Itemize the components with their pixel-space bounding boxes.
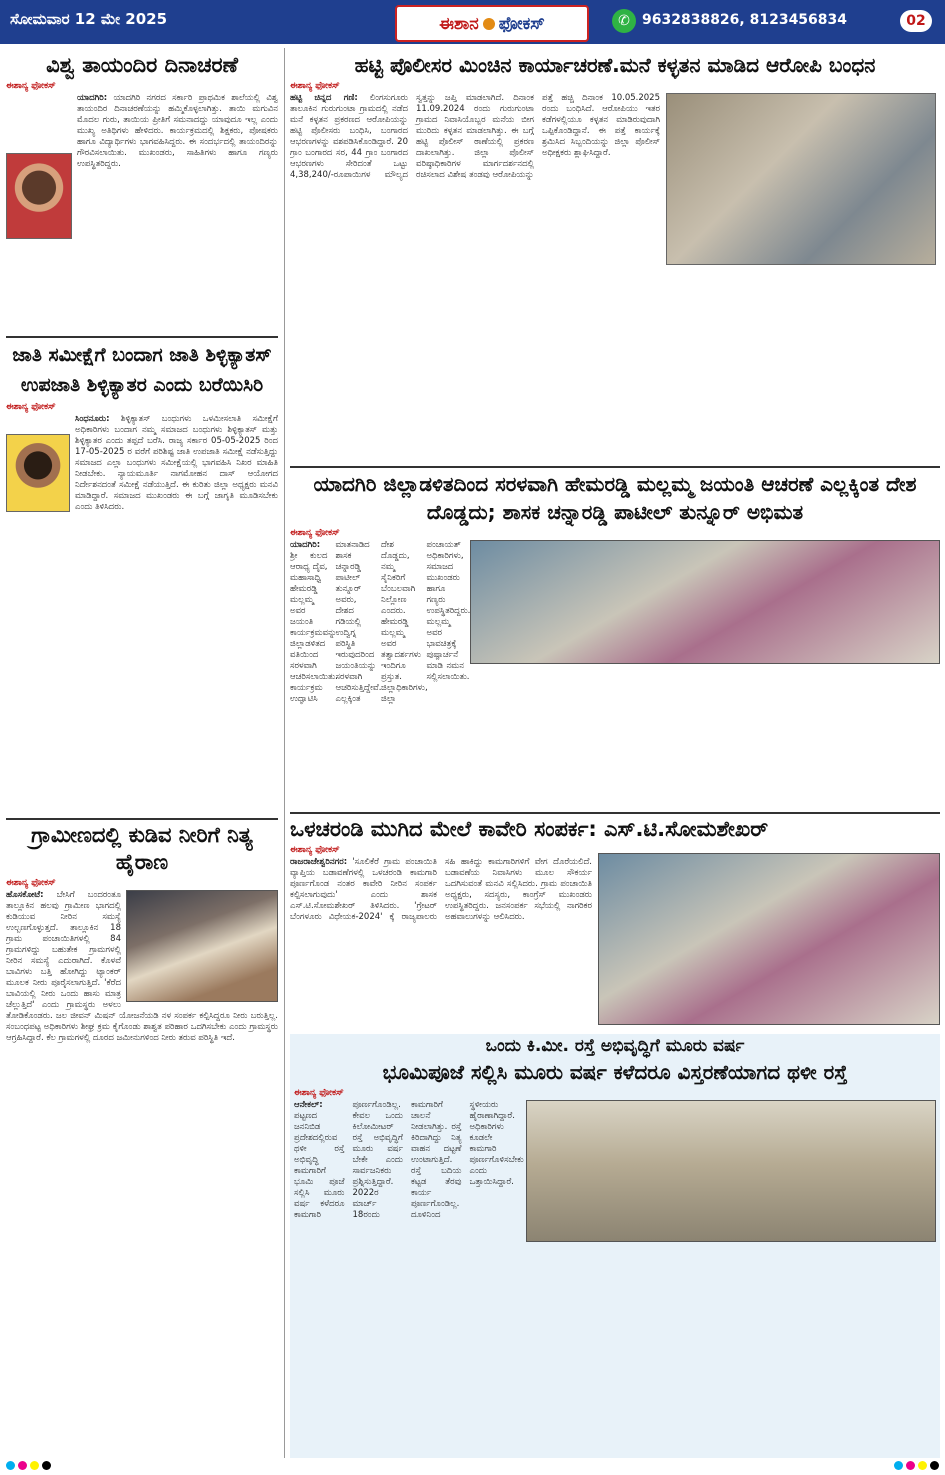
masthead	[0, 0, 945, 44]
dateline: ಸಿಂಧನೂರು:	[75, 414, 110, 424]
headline: ಜಾತಿ ಸಮೀಕ್ಷೆಗೆ ಬಂದಾಗ ಜಾತಿ ಶಿಳ್ಳಿಕ್ಯಾತಸ್ ಉಪಜಾತಿ ಶಿಳ್ಳಿಕ್ಯಾತರ ಎಂದು ಬರೆಯಿಸಿರಿ	[12, 344, 272, 396]
public-meeting-photo	[598, 853, 940, 1025]
yellow-registration-mark	[918, 1461, 927, 1470]
issue-date: ಸೋಮವಾರ 12 ಮೇ 2025	[10, 10, 168, 28]
police-team-photo	[666, 93, 936, 265]
byline: ಈಶಾನ್ಯ ಫೋಕಸ್	[6, 81, 56, 91]
article-caste-census	[6, 340, 278, 816]
byline: ಈಶಾನ್ಯ ಫೋಕಸ್	[294, 1088, 344, 1098]
article-body: ಲಿಂಗಸುಗೂರು ತಾಲೂಕಿನ ಗುರುಗುಂಟಾ ಗ್ರಾಮದಲ್ಲಿ ನಡೆದ ಮನೆ ಕಳ್ಳತನ ಪ್ರಕರಣದ ಆರೋಪಿಯನ್ನು ಹಟ್ಟಿ ಪೊಲೀಸರು ಬಂಧಿಸಿ, ಬಂಗಾರದ ಆಭರಣಗಳನ್ನು ವಶಪಡಿಸಿಕೊಂಡಿದ್ದಾರೆ. 20 ಗ್ರಾಂ ಬಂಗಾರದ ಸರ, 44 ಗ್ರಾಂ ಬಂಗಾರದ ಆಭರಣಗಳು ಸೇರಿದಂತೆ ಒಟ್ಟು 4,38,240/-ರೂಪಾಯಿಗಳ ಮೌಲ್ಯದ ಸ್ವತ್ತನ್ನು ಜಪ್ತಿ ಮಾಡಲಾಗಿದೆ. ದಿನಾಂಕ 11.09.2024 ರಂದು ಗುರುಗುಂಟಾ ಗ್ರಾಮದ ನಿವಾಸಿಯೊಬ್ಬರ ಮನೆಯ ಬೀಗ ಮುರಿದು ಕಳ್ಳತನ ಮಾಡಲಾಗಿತ್ತು. ಈ ಬಗ್ಗೆ ಹಟ್ಟಿ ಪೊಲೀಸ್ ಠಾಣೆಯಲ್ಲಿ ಪ್ರಕರಣ ದಾಖಲಾಗಿತ್ತು. ಜಿಲ್ಲಾ ಪೊಲೀಸ್ ವರಿಷ್ಠಾಧಿಕಾರಿಗಳ ಮಾರ್ಗದರ್ಶನದಲ್ಲಿ ರಚಿಸಲಾದ ವಿಶೇಷ ತಂಡವು ಆರೋಪಿಯನ್ನು ಪತ್ತೆ ಹಚ್ಚಿ ದಿನಾಂಕ 10.05.2025 ರಂದು ಬಂಧಿಸಿದೆ. ಆರೋಪಿಯು ಇತರ ಕಡೆಗಳಲ್ಲಿಯೂ ಕಳ್ಳತನ ಮಾಡಿರುವುದಾಗಿ ಒಪ್ಪಿಕೊಂಡಿದ್ದಾನೆ. ಈ ಪತ್ತೆ ಕಾರ್ಯಕ್ಕೆ ಶ್ರಮಿಸಿದ ಸಿಬ್ಬಂದಿಯನ್ನು ಜಿಲ್ಲಾ ಪೊಲೀಸ್ ಅಧೀಕ್ಷಕರು ಶ್ಲಾಘಿಸಿದ್ದಾರೆ.	[290, 93, 660, 180]
byline: ಈಶಾನ್ಯ ಫೋಕಸ್	[6, 878, 56, 888]
dateline: ಯಾದಗಿರಿ:	[77, 93, 108, 103]
dateline: ಹೊಸಕೋಟೆ:	[6, 890, 44, 900]
cyan-registration-mark	[6, 1461, 15, 1470]
byline: ಈಶಾನ್ಯ ಫೋಕಸ್	[290, 845, 340, 855]
article-body: ಬೇಸಿಗೆ ಬಂದರಂತೂ ತಾಲ್ಲೂಕಿನ ಹಲವು ಗ್ರಾಮೀಣ ಭಾಗದಲ್ಲಿ ಕುಡಿಯುವ ನೀರಿನ ಸಮಸ್ಯೆ ಉಲ್ಬಣಗೊಳ್ಳುತ್ತದೆ. ತಾಲ್ಲೂಕಿನ 18 ಗ್ರಾಮ ಪಂಚಾಯಿತಿಗಳಲ್ಲಿ 84 ಗ್ರಾಮಗಳಿದ್ದು ಬಹುತೇಕ ಗ್ರಾಮಗಳಲ್ಲಿ ನೀರಿನ ಸಮಸ್ಯೆ ಎದುರಾಗಿದೆ. ಕೊಳವೆ ಬಾವಿಗಳು ಬತ್ತಿ ಹೋಗಿದ್ದು ಟ್ಯಾಂಕರ್ ಮೂಲಕ ನೀರು ಪೂರೈಸಲಾಗುತ್ತಿದೆ. 'ಕೆರೆದ ಬಾವಿಯಲ್ಲಿ ನೀರು ಒಂದು ಹಾಸು ಮಾತ್ರ ಚೆಲ್ಲುತ್ತಿದೆ' ಎಂದು ಗ್ರಾಮಸ್ಥರು ಅಳಲು ತೋಡಿಕೊಂಡರು. ಜಲ ಜೀವನ್ ಮಿಷನ್ ಯೋಜನೆಯಡಿ ನಳ ಸಂಪರ್ಕ ಕಲ್ಪಿಸಿದ್ದರೂ ನೀರು ಬರುತ್ತಿಲ್ಲ. ಸಂಬಂಧಪಟ್ಟ ಅಧಿಕಾರಿಗಳು ಶೀಘ್ರ ಕ್ರಮ ಕೈಗೊಂಡು ಶಾಶ್ವತ ಪರಿಹಾರ ಒದಗಿಸಬೇಕು ಎಂದು ಗ್ರಾಮಸ್ಥರು ಆಗ್ರಹಿಸಿದ್ದಾರೆ. ಕೆಲ ಗ್ರಾಮಗಳಲ್ಲಿ ದೂರದ ಜಮೀನುಗಳಿಂದ ನೀರು ತರುವ ಪರಿಸ್ಥಿತಿ ಇದೆ.	[6, 890, 278, 1043]
water-pots-photo	[126, 890, 278, 1002]
dateline: ಯಾದಗಿರಿ:	[290, 540, 321, 550]
divider	[6, 336, 278, 338]
article-kaveri-connection	[290, 816, 940, 1030]
article-body: ಯಾದಗಿರಿ ನಗರದ ಸರ್ಕಾರಿ ಪ್ರಾಥಮಿಕ ಶಾಲೆಯಲ್ಲಿ ವಿಶ್ವ ತಾಯಂದಿರ ದಿನಾಚರಣೆಯನ್ನು ಹಮ್ಮಿಕೊಳ್ಳಲಾಗಿತ್ತು. ತಾಯಿ ಮಗುವಿನ ಮೊದಲ ಗುರು, ತಾಯಿಯ ಪ್ರೀತಿಗೆ ಸಮನಾದದ್ದು ಯಾವುದೂ ಇಲ್ಲ ಎಂದು ಮುಖ್ಯ ಅತಿಥಿಗಳು ಹೇಳಿದರು. ಕಾರ್ಯಕ್ರಮದಲ್ಲಿ ಶಿಕ್ಷಕರು, ಪೋಷಕರು ಹಾಗೂ ವಿದ್ಯಾರ್ಥಿಗಳು ಭಾಗವಹಿಸಿದ್ದರು. ಈ ಸಂದರ್ಭದಲ್ಲಿ ತಾಯಂದಿರನ್ನು ಗೌರವಿಸಲಾಯಿತು. ಮುಖಂಡರು, ಸಾಹಿತಿಗಳು ಹಾಗೂ ಗಣ್ಯರು ಉಪಸ್ಥಿತರಿದ್ದರು.	[77, 93, 278, 169]
road-photo	[526, 1100, 936, 1242]
logo-part-2: ಫೋಕಸ್	[498, 13, 545, 34]
divider	[290, 466, 940, 468]
logo-part-1: ಈಶಾನ	[439, 13, 479, 34]
headline: ವಿಶ್ವ ತಾಯಂದಿರ ದಿನಾಚರಣೆ	[46, 53, 238, 77]
article-police-arrest	[290, 52, 940, 464]
cyan-registration-mark	[894, 1461, 903, 1470]
magenta-registration-mark	[18, 1461, 27, 1470]
article-body: ಪಟ್ಟಣದ ಜನನಿಬಿಡ ಪ್ರದೇಶದಲ್ಲಿರುವ ಥಳೀ ರಸ್ತೆ ಅಭಿವೃದ್ಧಿ ಕಾಮಗಾರಿಗೆ ಭೂಮಿ ಪೂಜೆ ಸಲ್ಲಿಸಿ ಮೂರು ವರ್ಷ ಕಳೆದರೂ ಕಾಮಗಾರಿ ಪೂರ್ಣಗೊಂಡಿಲ್ಲ. ಕೇವಲ ಒಂದು ಕಿಲೋಮೀಟರ್ ರಸ್ತೆ ಅಭಿವೃದ್ಧಿಗೆ ಮೂರು ವರ್ಷ ಬೇಕೇ ಎಂದು ಸಾರ್ವಜನಿಕರು ಪ್ರಶ್ನಿಸುತ್ತಿದ್ದಾರೆ. 2022ರ ಮಾರ್ಚ್ 18ರಂದು ಕಾಮಗಾರಿಗೆ ಚಾಲನೆ ನೀಡಲಾಗಿತ್ತು. ರಸ್ತೆ ಕಿರಿದಾಗಿದ್ದು ನಿತ್ಯ ವಾಹನ ದಟ್ಟಣೆ ಉಂಟಾಗುತ್ತಿದೆ. ರಸ್ತೆ ಬದಿಯ ಕಟ್ಟಡ ತೆರವು ಕಾರ್ಯ ಪೂರ್ಣಗೊಂಡಿಲ್ಲ. ದೂಳಿನಿಂದ ಸ್ಥಳೀಯರು ಹೈರಾಣಾಗಿದ್ದಾರೆ. ಅಧಿಕಾರಿಗಳು ಕೂಡಲೇ ಕಾಮಗಾರಿ ಪೂರ್ಣಗೊಳಿಸಬೇಕು ಎಂದು ಒತ್ತಾಯಿಸಿದ್ದಾರೆ.	[294, 1100, 524, 1220]
newspaper-logo	[395, 5, 589, 42]
article-body: ಶ್ರೀ ಕುಲದ ಆರಾಧ್ಯ ದೈವ, ಮಹಾಸಾಧ್ವಿ ಹೇಮರಡ್ಡಿ ಮಲ್ಲಮ್ಮ ಅವರ ಜಯಂತಿ ಕಾರ್ಯಕ್ರಮವನ್ನು ಜಿಲ್ಲಾಡಳಿತದ ವತಿಯಿಂದ ಸರಳವಾಗಿ ಆಚರಿಸಲಾಯಿತು. ಕಾರ್ಯಕ್ರಮ ಉದ್ಘಾಟಿಸಿ ಮಾತನಾಡಿದ ಶಾಸಕ ಚನ್ನಾರಡ್ಡಿ ಪಾಟೀಲ್ ತುನ್ನೂರ್ ಅವರು, ದೇಶದ ಗಡಿಯಲ್ಲಿ ಉದ್ವಿಗ್ನ ಪರಿಸ್ಥಿತಿ ಇರುವುದರಿಂದ ಜಯಂತಿಯನ್ನು ಸರಳವಾಗಿ ಆಚರಿಸುತ್ತಿದ್ದೇವೆ. ಎಲ್ಲಕ್ಕಿಂತ ದೇಶ ದೊಡ್ಡದು, ನಮ್ಮ ಸೈನಿಕರಿಗೆ ಬೆಂಬಲವಾಗಿ ನಿಲ್ಲೋಣ ಎಂದರು. ಹೇಮರಡ್ಡಿ ಮಲ್ಲಮ್ಮ ಅವರ ತತ್ವಾದರ್ಶಗಳು ಇಂದಿಗೂ ಪ್ರಸ್ತುತ. ಜಿಲ್ಲಾಧಿಕಾರಿಗಳು, ಜಿಲ್ಲಾ ಪಂಚಾಯತ್ ಅಧಿಕಾರಿಗಳು, ಸಮಾಜದ ಮುಖಂಡರು ಹಾಗೂ ಗಣ್ಯರು ಉಪಸ್ಥಿತರಿದ್ದರು. ಮಲ್ಲಮ್ಮ ಅವರ ಭಾವಚಿತ್ರಕ್ಕೆ ಪುಷ್ಪಾರ್ಚನೆ ಮಾಡಿ ನಮನ ಸಲ್ಲಿಸಲಾಯಿತು.	[290, 540, 471, 704]
magenta-registration-mark	[906, 1461, 915, 1470]
article-mothers-day	[6, 52, 278, 334]
headline: ಭೂಮಿಪೂಜೆ ಸಲ್ಲಿಸಿ ಮೂರು ವರ್ಷ ಕಳೆದರೂ ವಿಸ್ತರಣೆಯಾಗದ ಥಳೀ ರಸ್ತೆ	[382, 1060, 848, 1084]
headline: ಒಳಚರಂಡಿ ಮುಗಿದ ಮೇಲೆ ಕಾವೇರಿ ಸಂಪರ್ಕ: ಎಸ್.ಟಿ.ಸೋಮಶೇಖರ್	[290, 817, 769, 841]
black-registration-mark	[930, 1461, 939, 1470]
page-number: 02	[900, 10, 932, 32]
dateline: ಹಟ್ಟಿ ಚಿನ್ನದ ಗಣಿ:	[290, 93, 358, 103]
logo-emblem-icon	[483, 18, 495, 30]
whatsapp-icon: ✆	[612, 9, 636, 33]
yellow-registration-mark	[30, 1461, 39, 1470]
article-body: ಶಿಳ್ಳಿಕ್ಯಾತಸ್ ಬಂಧುಗಳು ಒಳಮೀಸಲಾತಿ ಸಮೀಕ್ಷೆಗೆ ಅಧಿಕಾರಿಗಳು ಬಂದಾಗ ನಮ್ಮ ಸಮಾಜದ ಬಂಧುಗಳು ಶಿಳ್ಳಿಕ್ಯಾತಸ್ ಮತ್ತು ಶಿಳ್ಳಿಕ್ಯಾತರ ಎಂದು ತಪ್ಪದೆ ಬರೆಸಿ. ರಾಜ್ಯ ಸರ್ಕಾರ 05-05-2025 ರಿಂದ 17-05-2025 ರ ವರೆಗೆ ಪರಿಶಿಷ್ಟ ಜಾತಿ ಉಪಜಾತಿ ಸಮೀಕ್ಷೆ ನಡೆಸುತ್ತಿದ್ದು ಸಮಾಜದ ಎಲ್ಲಾ ಬಂಧುಗಳು ಸಮೀಕ್ಷೆಯಲ್ಲಿ ಭಾಗವಹಿಸಿ ನಿಖರ ಮಾಹಿತಿ ನೀಡಬೇಕು. ನ್ಯಾಯಮೂರ್ತಿ ನಾಗಮೋಹನ ದಾಸ್ ಆಯೋಗದ ನಿರ್ದೇಶನದಂತೆ ಸಮೀಕ್ಷೆ ನಡೆಯುತ್ತಿದೆ. ಈ ಕುರಿತು ಜಿಲ್ಲಾ ಅಧ್ಯಕ್ಷರು ಮನವಿ ಮಾಡಿದ್ದಾರೆ. ಸಮಾಜದ ಮುಖಂಡರು ಈ ಬಗ್ಗೆ ಜಾಗೃತಿ ಮೂಡಿಸಬೇಕು ಎಂದು ತಿಳಿಸಿದರು.	[75, 414, 278, 512]
article-hemareddy-jayanti	[290, 470, 940, 810]
article-body: 'ಸೂಲಿಕೆರೆ ಗ್ರಾಮ ಪಂಚಾಯಿತಿ ವ್ಯಾಪ್ತಿಯ ಬಡಾವಣೆಗಳಲ್ಲಿ ಒಳಚರಂಡಿ ಕಾಮಗಾರಿ ಪೂರ್ಣಗೊಂಡ ನಂತರ ಕಾವೇರಿ ನೀರಿನ ಸಂಪರ್ಕ ಕಲ್ಪಿಸಲಾಗುವುದು' ಎಂದು ಶಾಸಕ ಎಸ್.ಟಿ.ಸೋಮಶೇಖರ್ ತಿಳಿಸಿದರು. 'ಗ್ರೇಟರ್ ಬೆಂಗಳೂರು ವಿಧೇಯಕ-2024' ಕ್ಕೆ ರಾಜ್ಯಪಾಲರು ಸಹಿ ಹಾಕಿದ್ದು ಕಾಮಗಾರಿಗಳಿಗೆ ವೇಗ ದೊರೆಯಲಿದೆ. ಬಡಾವಣೆಯ ನಿವಾಸಿಗಳು ಮೂಲ ಸೌಕರ್ಯ ಒದಗಿಸುವಂತೆ ಮನವಿ ಸಲ್ಲಿಸಿದರು. ಗ್ರಾಮ ಪಂಚಾಯಿತಿ ಅಧ್ಯಕ್ಷರು, ಸದಸ್ಯರು, ಕಾಂಗ್ರೆಸ್ ಮುಖಂಡರು ಉಪಸ್ಥಿತರಿದ್ದರು. ಜನಸಂಪರ್ಕ ಸಭೆಯಲ್ಲಿ ನಾಗರಿಕರ ಅಹವಾಲುಗಳನ್ನು ಆಲಿಸಿದರು.	[290, 857, 592, 922]
jayanti-event-photo	[470, 540, 940, 664]
black-registration-mark	[42, 1461, 51, 1470]
byline: ಈಶಾನ್ಯ ಫೋಕಸ್	[6, 402, 56, 412]
divider	[6, 818, 278, 820]
contact-phones: 9632838826, 8123456834	[642, 12, 848, 28]
dateline: ರಾಜರಾಜೇಶ್ವರಿನಗರ:	[290, 857, 348, 867]
author-photo	[6, 153, 72, 239]
column-divider	[284, 48, 285, 1458]
divider	[290, 812, 940, 814]
article-thali-road	[290, 1034, 940, 1458]
author-photo	[6, 434, 70, 512]
headline: ಯಾದಗಿರಿ ಜಿಲ್ಲಾಡಳಿತದಿಂದ ಸರಳವಾಗಿ ಹೇಮರಡ್ಡಿ ಮಲ್ಲಮ್ಮ ಜಯಂತಿ ಆಚರಣೆ ಎಲ್ಲಕ್ಕಿಂತ ದೇಶ ದೊಡ್ಡದು; ಶಾಸಕ ಚನ್ನಾರಡ್ಡಿ ಪಾಟೀಲ್ ತುನ್ನೂರ್ ಅಭಿಮತ	[313, 472, 917, 524]
article-drinking-water	[6, 822, 278, 1458]
byline: ಈಶಾನ್ಯ ಫೋಕಸ್	[290, 528, 340, 538]
headline: ಗ್ರಾಮೀಣದಲ್ಲಿ ಕುಡಿವ ನೀರಿಗೆ ನಿತ್ಯ ಹೈರಾಣ	[31, 823, 253, 874]
headline: ಹಟ್ಟಿ ಪೊಲೀಸರ ಮಿಂಚಿನ ಕಾರ್ಯಾಚರಣೆ.ಮನೆ ಕಳ್ಳತನ ಮಾಡಿದ ಆರೋಪಿ ಬಂಧನ	[354, 53, 876, 77]
byline: ಈಶಾನ್ಯ ಫೋಕಸ್	[290, 81, 340, 91]
sub-headline: ಒಂದು ಕಿ.ಮೀ. ರಸ್ತೆ ಅಭಿವೃದ್ಧಿಗೆ ಮೂರು ವರ್ಷ	[485, 1036, 745, 1056]
dateline: ಆನೇಕಲ್:	[294, 1100, 323, 1110]
